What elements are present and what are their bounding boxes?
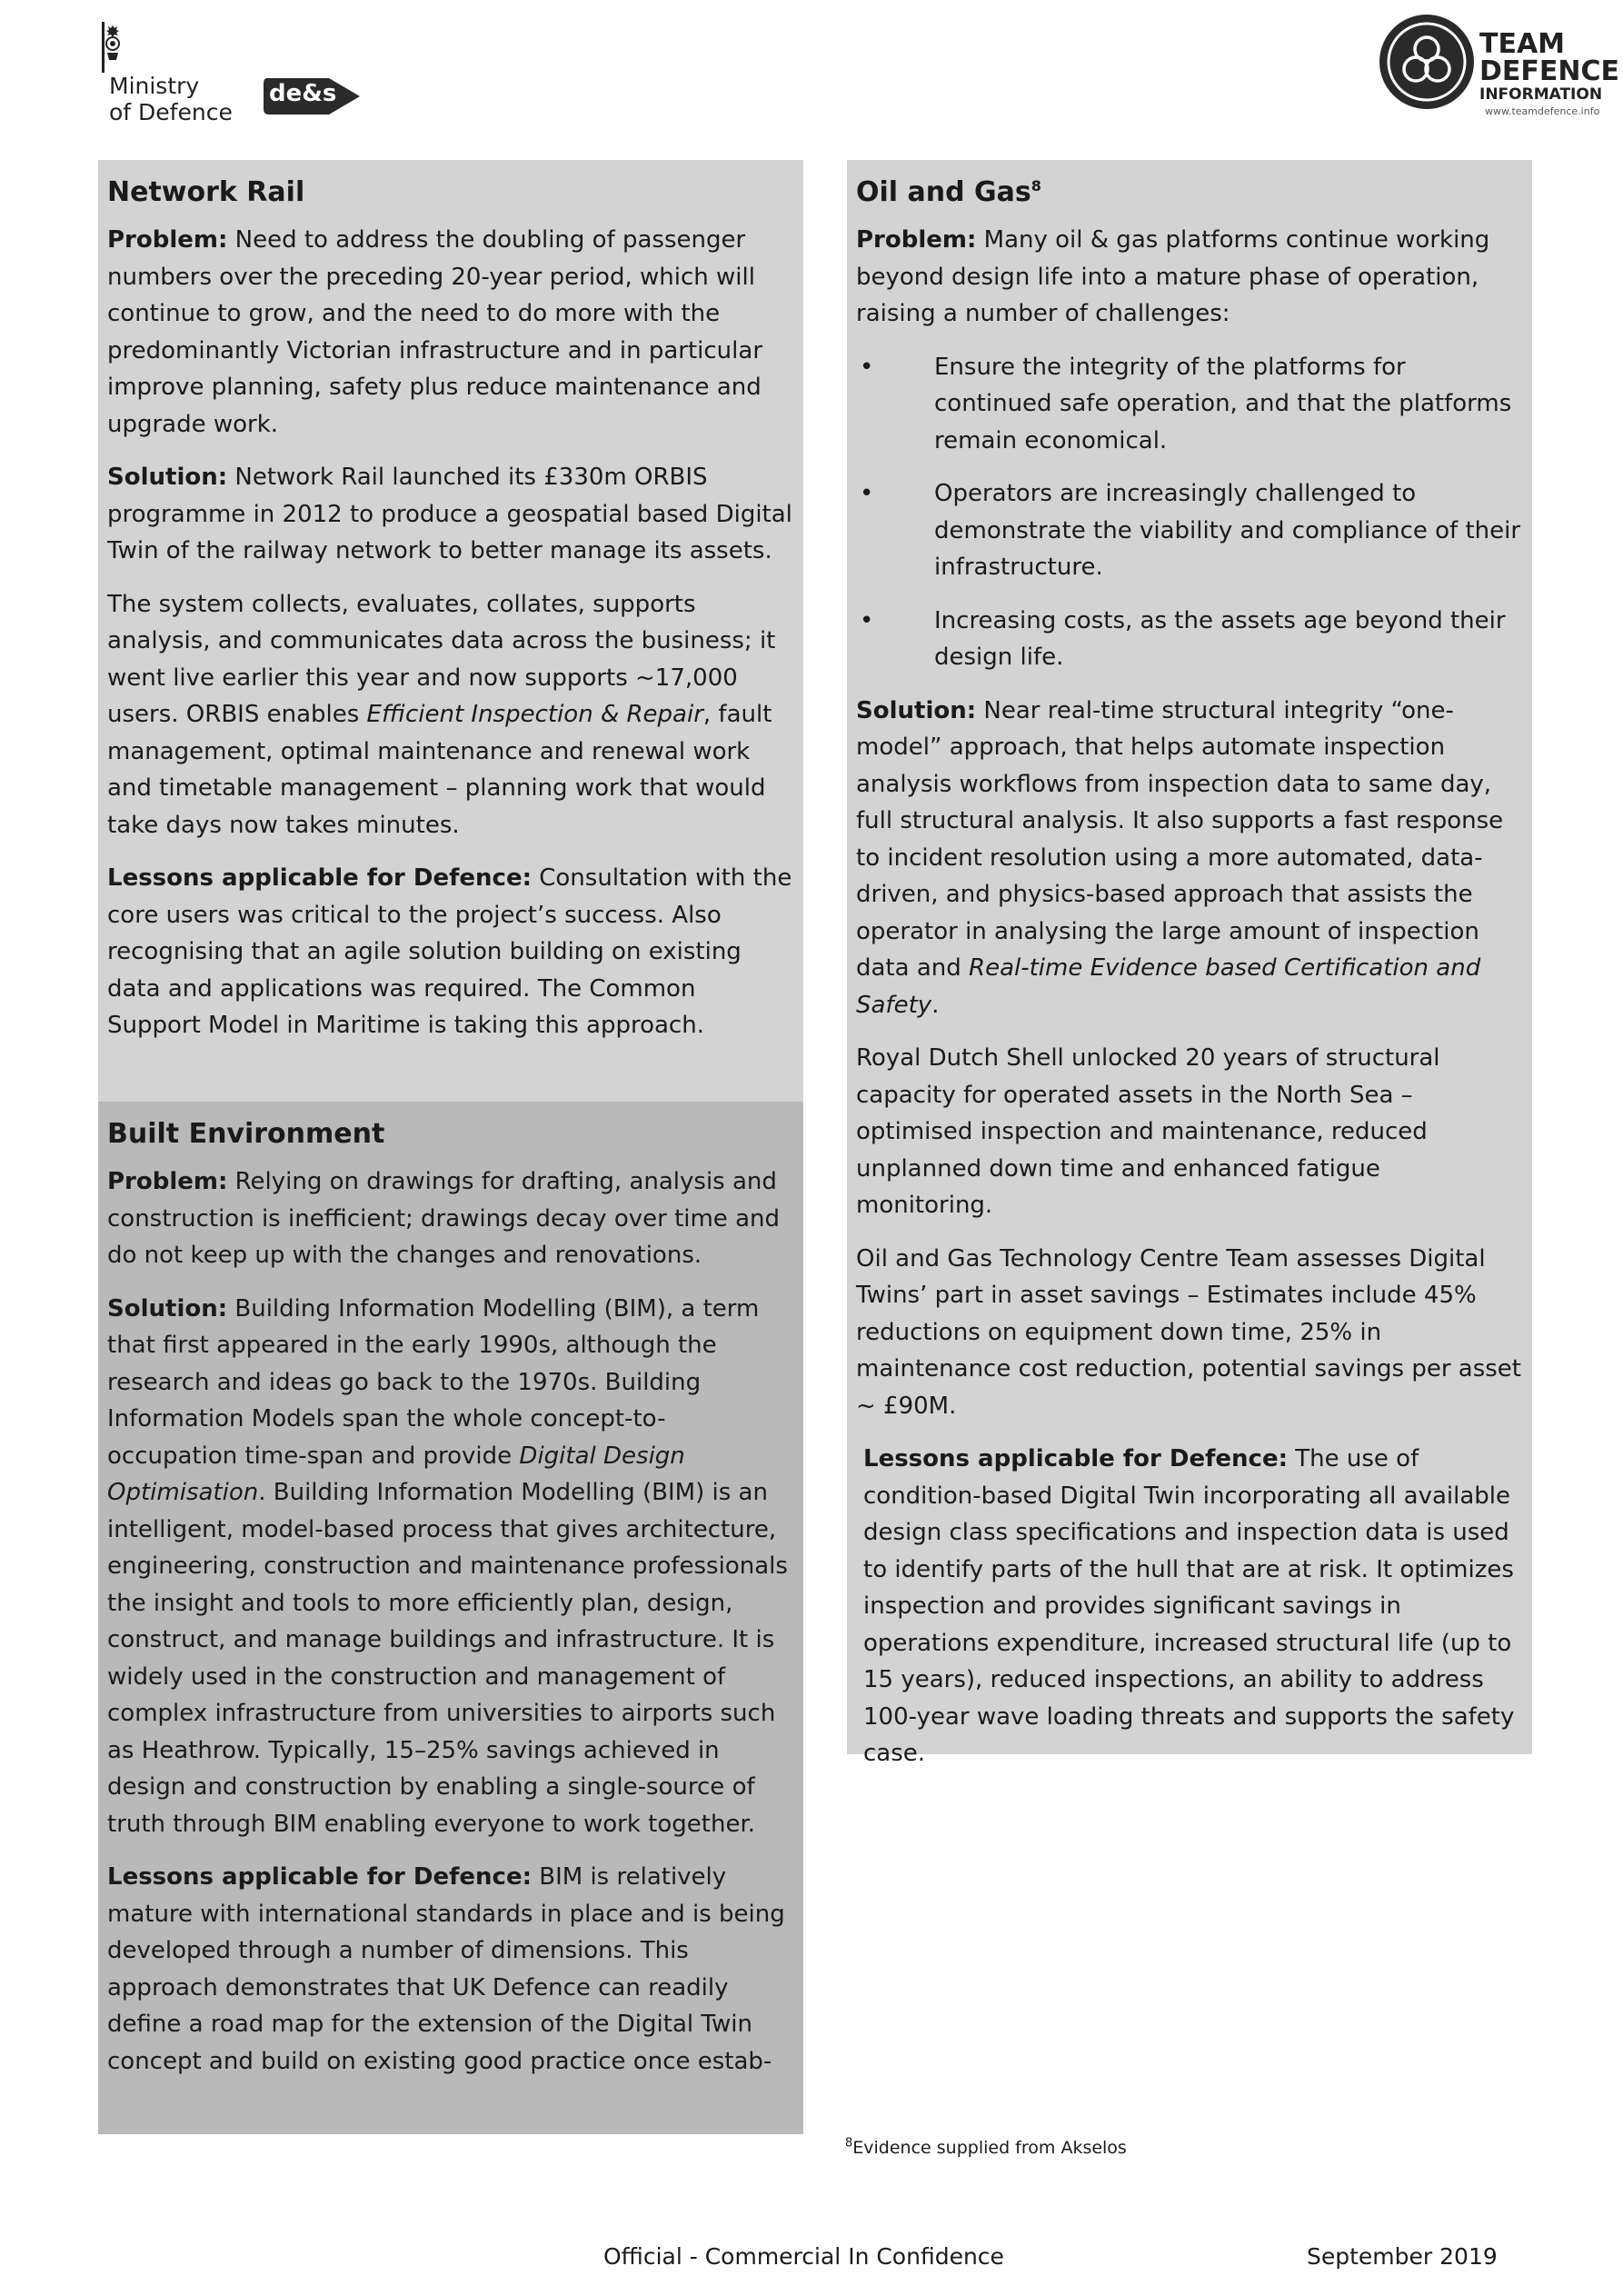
list-item-text: Ensure the integrity of the platforms for continued safe operation, and that the platforms remain economical. (934, 353, 1512, 454)
page-header (0, 0, 1623, 145)
problem-text: Relying on drawings for drafting, analysis and construction is inefficient; drawings decay over time and do not keep up with the changes and renovations. (107, 1168, 780, 1269)
footnote-text: Evidence supplied from Akselos (852, 2138, 1127, 2158)
orbis-text-a: The system collects, evaluates, collates, supports analysis, and communicates data across the business; it went live earlier this year and now supports ~17,000 users. ORBIS enables (107, 590, 776, 728)
oil-and-gas-problem (856, 222, 1523, 333)
network-rail-solution (107, 459, 794, 570)
oil-and-gas-panel (847, 160, 1532, 1767)
lessons-text: The use of condition-based Digital Twin incorporating all available design class specifications and inspection data is used to identify parts of the hull that are at risk. It optimizes inspection and provides significant savings in operations expenditure, increased structural life (up to 15 years), reduced inspections, an ability to address 100-year wave loading threats and supports the safety case. (863, 1445, 1515, 1767)
solution-text-italic: Digital Design Optimisation (107, 1442, 685, 1506)
solution-label: Solution: (107, 1294, 228, 1323)
solution-label: Solution: (856, 696, 977, 724)
oil-and-gas-solution (856, 693, 1523, 1024)
list-item (856, 475, 1523, 586)
built-environment-problem (107, 1163, 794, 1274)
problem-label: Problem: (107, 1168, 228, 1195)
team-defence-information-logo (1378, 13, 1619, 122)
lessons-label: Lessons applicable for Defence: (107, 1863, 532, 1891)
footer-date: September 2019 (1307, 2243, 1498, 2270)
network-rail-title: Network Rail (107, 176, 305, 208)
built-environment-lessons (107, 1859, 794, 2080)
solution-text-b: . (931, 991, 940, 1019)
des-logo (262, 73, 362, 120)
network-rail-problem (107, 222, 794, 443)
orbis-text-b: , fault management, optimal maintenance and renewal work and timetable management – planning work that would take days now takes minutes. (107, 701, 772, 839)
solution-text: Network Rail launched its £330m ORBIS programme in 2012 to produce a geospatial based Digital Twin of the railway network to better manage its assets. (107, 464, 792, 564)
tdi-logo-line-team: TEAM (1479, 28, 1566, 60)
lessons-text: BIM is relatively mature with international standards in place and is being developed through a number of dimensions. This approach demonstrates that UK Defence can readily define a road map for the extension of the Digital Twin concept and build on existing good practice once estab- (107, 1863, 785, 2075)
team-defence-emblem-icon (1378, 13, 1476, 111)
solution-text-a: Near real-time structural integrity “one-model” approach, that helps automate inspection analysis workflows from inspection data to same day, full structural analysis. It also supports a fast response to incident resolution using a more automated, data-driven, and physics-based approach that assists the operator in analysing the large amount of inspection data and (856, 696, 1504, 982)
list-item (856, 349, 1523, 460)
footnote-marker: 8 (845, 2136, 853, 2151)
tdi-logo-line-information: INFORMATION (1479, 85, 1603, 104)
bullet-icon: • (860, 606, 874, 634)
oil-and-gas-lessons (856, 1441, 1523, 1772)
challenges-list (856, 349, 1523, 676)
royal-crest-icon (98, 22, 125, 73)
bullet-icon: • (860, 480, 874, 507)
orbis-text-italic: Efficient Inspection & Repair (366, 701, 703, 728)
solution-text-italic: Real-time Evidence based Certification and Safety (856, 954, 1481, 1019)
network-rail-lessons (107, 860, 794, 1044)
built-environment-panel (98, 1102, 803, 2134)
solution-text-a: Building Information Modelling (BIM), a term that first appeared in the early 1990s, although the research and ideas go back to the 1970s. Building Information Models span the whole concept-to-occupation time-span and provide (107, 1294, 760, 1470)
bullet-icon: • (860, 353, 874, 381)
problem-label: Problem: (856, 226, 977, 254)
problem-text: Many oil & gas platforms continue working beyond design life into a mature phase of operation, raising a number of challenges: (856, 226, 1490, 327)
list-item (856, 603, 1523, 676)
oil-and-gas-title-text: Oil and Gas (856, 176, 1031, 208)
footer-classification: Official - Commercial In Confidence (603, 2243, 1004, 2270)
lessons-label: Lessons applicable for Defence: (107, 864, 532, 892)
built-environment-title: Built Environment (107, 1118, 385, 1150)
list-item-text: Increasing costs, as the assets age beyond their design life. (934, 606, 1506, 671)
mod-logo-text: Ministry of Defence (109, 73, 233, 125)
oil-and-gas-title (856, 175, 1523, 211)
network-rail-orbis-paragraph (107, 586, 794, 844)
des-logo-text: de&s (269, 80, 337, 107)
footnote (845, 2138, 1127, 2158)
built-environment-solution (107, 1291, 794, 1843)
lessons-text: Consultation with the core users was critical to the project’s success. Also recognising that an agile solution building on existing data and applications was required. The Common Support Model in Maritime is taking this approach. (107, 864, 792, 1039)
tdi-logo-line-defence: DEFENCE (1479, 55, 1619, 87)
problem-label: Problem: (107, 226, 228, 254)
ogtc-paragraph: Oil and Gas Technology Centre Team assesses Digital Twins’ part in asset savings – Estimates include 45% reductions on equipment down time, 25% in maintenance cost reduction, potential savings per asset ~ £90M. (856, 1244, 1521, 1420)
solution-label: Solution: (107, 464, 228, 491)
shell-paragraph: Royal Dutch Shell unlocked 20 years of structural capacity for operated assets in the North Sea – optimised inspection and maintenance, reduced unplanned down time and enhanced fatigue monitoring. (856, 1044, 1440, 1219)
ministry-of-defence-logo (98, 22, 244, 131)
network-rail-panel (98, 160, 803, 1102)
list-item-text: Operators are increasingly challenged to demonstrate the viability and compliance of their infrastructure. (934, 480, 1521, 581)
problem-text: Need to address the doubling of passenger numbers over the preceding 20-year period, which will continue to grow, and the need to do more with the predominantly Victorian infrastructure and in particular improve planning, safety plus reduce maintenance and upgrade work. (107, 226, 763, 438)
solution-text-b: . Building Information Modelling (BIM) is an intelligent, model-based process that gives architecture, engineering, construction and maintenance professionals the insight and tools to more efficiently plan, design, construct, and manage buildings and infrastructure. It is widely used in the construction and management of complex infrastructure from universities to airports such as Heathrow. Typically, 15–25% savings achieved in design and construction by enabling a single-source of truth through BIM enabling everyone to work together. (107, 1479, 788, 1838)
tdi-logo-url: www.teamdefence.info (1485, 105, 1600, 117)
lessons-label: Lessons applicable for Defence: (863, 1445, 1288, 1472)
footnote-reference: 8 (1031, 177, 1041, 195)
